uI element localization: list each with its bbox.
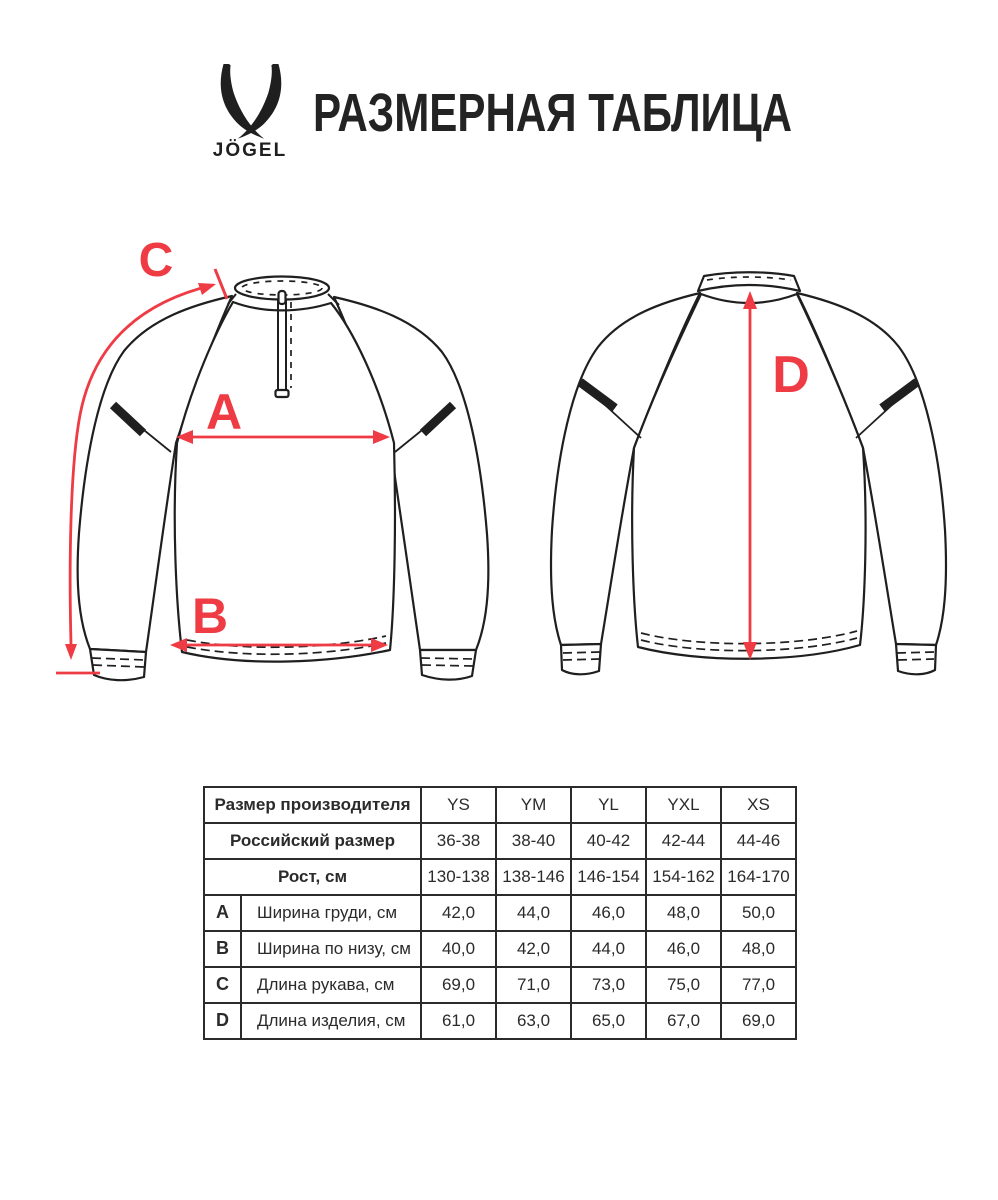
jogel-emblem-icon bbox=[203, 64, 299, 140]
table-header-cell: Рост, см bbox=[204, 859, 421, 895]
table-cell: 48,0 bbox=[721, 931, 796, 967]
table-cell: 42,0 bbox=[421, 895, 496, 931]
row-letter-cell: C bbox=[204, 967, 241, 1003]
table-row-item-length bbox=[204, 1003, 796, 1039]
front-zipper-pull bbox=[279, 291, 286, 304]
measure-tick-c bbox=[215, 269, 227, 299]
measure-label-d: D bbox=[772, 346, 810, 404]
measure-name-cell: Ширина по низу, см bbox=[241, 931, 421, 967]
measure-name-cell: Длина рукава, см bbox=[241, 967, 421, 1003]
table-cell: YXL bbox=[646, 787, 721, 823]
table-cell: 46,0 bbox=[646, 931, 721, 967]
table-cell: 44,0 bbox=[571, 931, 646, 967]
table-cell: 61,0 bbox=[421, 1003, 496, 1039]
table-cell: 164-170 bbox=[721, 859, 796, 895]
table-row-russian-size bbox=[204, 823, 796, 859]
table-cell: 44-46 bbox=[721, 823, 796, 859]
table-cell: 40,0 bbox=[421, 931, 496, 967]
back-view-technical-drawing bbox=[525, 235, 995, 695]
table-row-manufacturer-size bbox=[204, 787, 796, 823]
table-cell: 130-138 bbox=[421, 859, 496, 895]
table-header-cell: Российский размер bbox=[204, 823, 421, 859]
table-cell: 75,0 bbox=[646, 967, 721, 1003]
table-cell: 46,0 bbox=[571, 895, 646, 931]
measure-name-cell: Длина изделия, см bbox=[241, 1003, 421, 1039]
table-cell: 42,0 bbox=[496, 931, 571, 967]
back-collar bbox=[698, 272, 800, 291]
table-cell: 146-154 bbox=[571, 859, 646, 895]
measure-label-b: B bbox=[191, 588, 229, 644]
table-cell: 40-42 bbox=[571, 823, 646, 859]
measure-label-c: C bbox=[138, 235, 174, 287]
measure-name-cell: Ширина груди, см bbox=[241, 895, 421, 931]
row-letter-cell: A bbox=[204, 895, 241, 931]
table-cell: 69,0 bbox=[721, 1003, 796, 1039]
table-cell: 63,0 bbox=[496, 1003, 571, 1039]
table-cell: 77,0 bbox=[721, 967, 796, 1003]
table-cell: 138-146 bbox=[496, 859, 571, 895]
table-cell: 44,0 bbox=[496, 895, 571, 931]
table-cell: YL bbox=[571, 787, 646, 823]
brand-logo-text: JÖGEL bbox=[212, 140, 288, 161]
table-row-bottom-width bbox=[204, 931, 796, 967]
table-cell: 65,0 bbox=[571, 1003, 646, 1039]
front-view-technical-drawing bbox=[40, 235, 500, 695]
table-cell: 73,0 bbox=[571, 967, 646, 1003]
table-cell: 50,0 bbox=[721, 895, 796, 931]
table-cell: YM bbox=[496, 787, 571, 823]
table-cell: 154-162 bbox=[646, 859, 721, 895]
table-cell: XS bbox=[721, 787, 796, 823]
table-cell: 38-40 bbox=[496, 823, 571, 859]
table-cell: YS bbox=[421, 787, 496, 823]
table-cell: 69,0 bbox=[421, 967, 496, 1003]
table-cell: 36-38 bbox=[421, 823, 496, 859]
measure-label-a: A bbox=[205, 384, 243, 440]
row-letter-cell: B bbox=[204, 931, 241, 967]
table-cell: 42-44 bbox=[646, 823, 721, 859]
table-row-height bbox=[204, 859, 796, 895]
row-letter-cell: D bbox=[204, 1003, 241, 1039]
table-cell: 67,0 bbox=[646, 1003, 721, 1039]
size-chart-table bbox=[203, 786, 797, 1040]
table-row-chest-width bbox=[204, 895, 796, 931]
table-cell: 71,0 bbox=[496, 967, 571, 1003]
table-cell: 48,0 bbox=[646, 895, 721, 931]
page-title: РАЗМЕРНАЯ ТАБЛИЦА bbox=[313, 83, 793, 143]
table-row-sleeve-length bbox=[204, 967, 796, 1003]
table-header-cell: Размер производителя bbox=[204, 787, 421, 823]
